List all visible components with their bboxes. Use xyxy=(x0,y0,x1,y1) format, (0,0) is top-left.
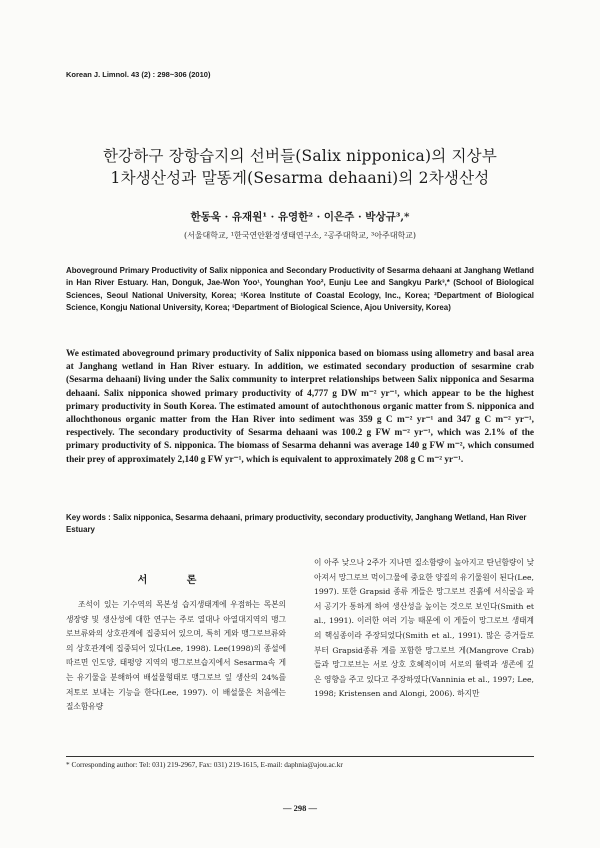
corresponding-author-footnote: * Corresponding author: Tel: 031) 219-2967, Fax: 031) 219-1615, E-mail: daphnia@ajou.ac.kr xyxy=(66,760,343,769)
section-heading-introduction: 서 론 xyxy=(137,575,215,586)
journal-reference: Korean J. Limnol. 43 (2) : 298~306 (2010) xyxy=(66,70,211,79)
author-list: 한동욱 · 유재원¹ · 유영한² · 이은주 · 박상규³,* xyxy=(190,211,410,223)
affiliations: (서울대학교, ¹한국연안환경생태연구소, ²공주대학교, ³아주대학교) xyxy=(183,231,417,240)
footnote-divider xyxy=(66,756,534,757)
korean-title xyxy=(60,145,540,189)
right-column-body: 이 아주 낮으나 2주가 지나면 질소함량이 높아지고 탄닌함량이 낮아져서 망그로브 먹이그물에 중요한 양질의 유기물원이 된다(Lee, 1997). 또한 Grapsid 종류 게들은 망그로브 진흙에 서식굴을 파서 공기가 통하게 하여 생산성을 높이는 것으로 보인다(Smith et al., 1991). 이러한 여러 기능 때문에 이 게들이 망그로브 생태계의 핵심종이라 주장되었다(Smith et al., 1991). 많은 증거들로부터 Grapsid종류 게를 포함한 망그로브 게(Mangrove Crab)들과 망그로브는 서로 상호 호혜적이며 서로의 활력과 생존에 깊은 영향을 주고 있다고 주장하였다(Vanninia et al., 1997; Lee, 1998; Kristensen and Alongi, 2006). 하지만 xyxy=(314,558,534,699)
keywords-values: Salix nipponica, Sesarma dehaani, primary productivity, secondary productivity, Janghang Wetland, Han River Estuary xyxy=(66,513,527,535)
page-number: — 298 — xyxy=(283,803,317,813)
korean-title-line-2: 1차생산성과 말똥게(Sesarma dehaani)의 2차생산성 xyxy=(110,169,490,187)
abstract: We estimated aboveground primary productivity of Salix nipponica based on biomass using allometry and basal area at Janghang wetland in Han River estuary. In addition, we estimated secondary production of sesarmine crab (Sesarma dehaani) living under the Salix community to interpret relationships between Salix nipponica and Sesarma dehaani. Salix nipponica showed primary productivity of 4,777 g DW m⁻² yr⁻¹, which appear to be the highest primary productivity in South Korea. The estimated amount of autochthonous organic matter from S. nipponica and allochthonous organic matter from the Han River into sediment was 359 g C m⁻² yr⁻¹ and 347 g C m⁻² yr⁻¹, respectively. The secondary productivity of Sesarma dehaani was 100.2 g FW m⁻² yr⁻¹, which was 2.1% of the primary productivity of S. nipponica. The biomass of Sesarma dehanni was average 140 g FW m⁻², which consumed their prey of approximately 2,140 g FW yr⁻¹, which is equivalent to approximately 208 g C m⁻² yr⁻¹. xyxy=(66,349,534,465)
left-column-body: 조석이 있는 기수역의 목본성 습지생태계에 우점하는 목본의 생장량 및 생산성에 대한 연구는 주로 열대나 아열대지역의 맹그로브류와의 상호관계에 집중되어 있으며, 특히 게와 맹그로브류와의 상호관계에 집중되어 있다(Lee, 1998). Lee(1998)의 종설에 따르면 인도양, 태평양 지역의 맹그로브습지에서 Sesarma속 게는 유기물을 분해하여 배설물형태로 맹그로브 잎 생산의 24%를 저토로 보내는 기능을 한다(Lee, 1997). 이 배설물은 처음에는 질소함유량 xyxy=(66,600,286,712)
keywords xyxy=(66,512,534,537)
keywords-label: Key words : xyxy=(66,513,111,522)
korean-title-line-1: 한강하구 장항습지의 선버들(Salix nipponica)의 지상부 xyxy=(102,147,498,165)
english-title-affiliations: Aboveground Primary Productivity of Salix nipponica and Secondary Productivity of Sesarma dehaani at Janghang Wetland in Han River Estuary. Han, Donguk, Jae-Won Yoo¹, Younghan Yoo², Eunju Lee and Sangkyu Park³,* (School of Biological Sciences, Seoul National University, Korea; ¹Korea Institute of Coastal Ecology, Inc., Korea; ²Department of Biological Science, Kongju National University, Korea; ³Department of Biological Science, Ajou University, Korea) xyxy=(66,266,534,313)
